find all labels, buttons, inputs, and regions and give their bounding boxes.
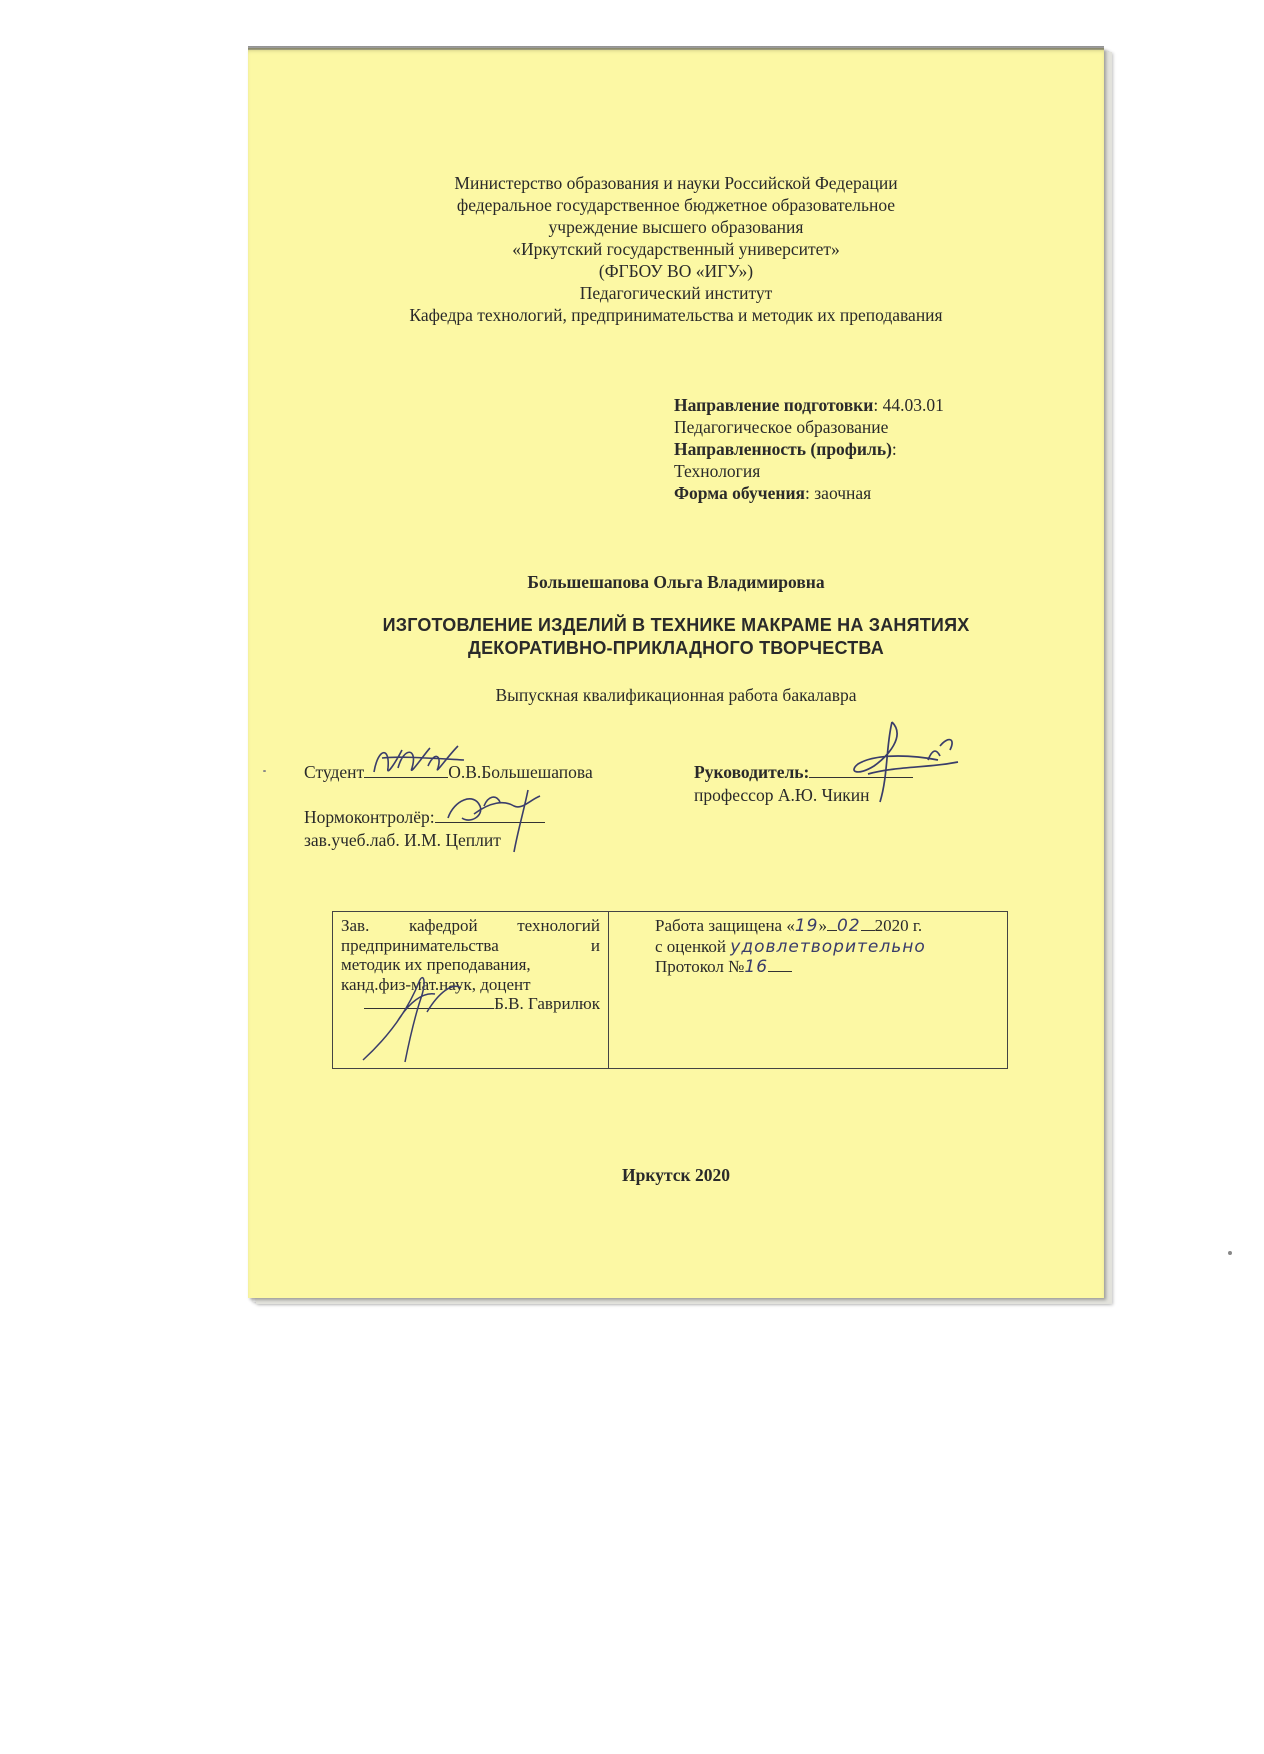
supervisor-label: Руководитель:: [694, 762, 810, 782]
defense-info-cell: [609, 912, 1007, 1068]
institution-header: [248, 172, 1104, 326]
institution-line: федеральное государственное бюджетное образовательное: [456, 195, 896, 215]
scan-speck: [1228, 1251, 1232, 1255]
direction-label: Направление подготовки: [674, 395, 874, 415]
grade-line: с оценкой удовлетворительно: [655, 936, 926, 957]
ministry-line: Министерство образования и науки Российской Федерации: [454, 173, 898, 193]
defense-date: Работа защищена «19» 02 2020 г.: [655, 916, 923, 936]
scan-speck: [263, 770, 266, 772]
work-type: Выпускная квалификационная работа бакалавра: [495, 685, 857, 705]
institution-line: учреждение высшего образования: [548, 217, 804, 237]
university-name: «Иркутский государственный университет»: [512, 239, 840, 259]
institute-name: Педагогический институт: [579, 283, 773, 303]
author-name: Большешапова Ольга Владимировна: [527, 572, 825, 592]
department-name: Кафедра технологий, предпринимательства и методик их преподавания: [409, 305, 943, 325]
department-head-cell: Зав. кафедрой технологий предпринимательства и методик их преподавания, канд.физ-мат.наук, доцент Б.В. Гаврилюк: [333, 912, 609, 1068]
normcontrol-signature: [444, 780, 554, 860]
normcontrol-name: зав.учеб.лаб. И.М. Цеплит: [304, 830, 501, 850]
city-year: Иркутск 2020: [622, 1165, 730, 1185]
study-form-label: Форма обучения: [674, 483, 806, 503]
department-head-signature: [357, 952, 477, 1072]
protocol-number: 16: [744, 957, 769, 977]
supervisor-signature: [828, 716, 978, 816]
student-label: Студент: [304, 762, 365, 782]
normcontrol-label: Нормоконтролёр:: [304, 807, 435, 827]
protocol-line: Протокол №16: [655, 957, 1007, 978]
student-name: О.В.Большешапова: [448, 762, 593, 782]
title-page: [248, 48, 1104, 1298]
profile-value: Технология: [674, 461, 761, 481]
department-head-name: Б.В. Гаврилюк: [494, 994, 600, 1013]
study-form-value: : заочная: [805, 483, 872, 503]
supervisor-name: профессор А.Ю. Чикин: [694, 785, 870, 805]
commission-table: [332, 911, 1008, 1069]
profile-label: Направленность (профиль): [674, 439, 892, 459]
university-abbr: (ФГБОУ ВО «ИГУ»): [598, 261, 754, 281]
thesis-title: ИЗГОТОВЛЕНИЕ ИЗДЕЛИЙ В ТЕХНИКЕ МАКРАМЕ НА ЗАНЯТИЯХ ДЕКОРАТИВНО-ПРИКЛАДНОГО ТВОРЧЕСТВА: [382, 615, 970, 658]
grade-value: удовлетворительно: [730, 936, 926, 957]
direction-code: : 44.03.01: [873, 395, 944, 415]
program-info: Направление подготовки: 44.03.01 Педагогическое образование Направленность (профиль): Технология Форма обучения: заочная: [674, 395, 944, 503]
direction-name: Педагогическое образование: [674, 417, 889, 437]
scan-edge: [248, 46, 1104, 50]
